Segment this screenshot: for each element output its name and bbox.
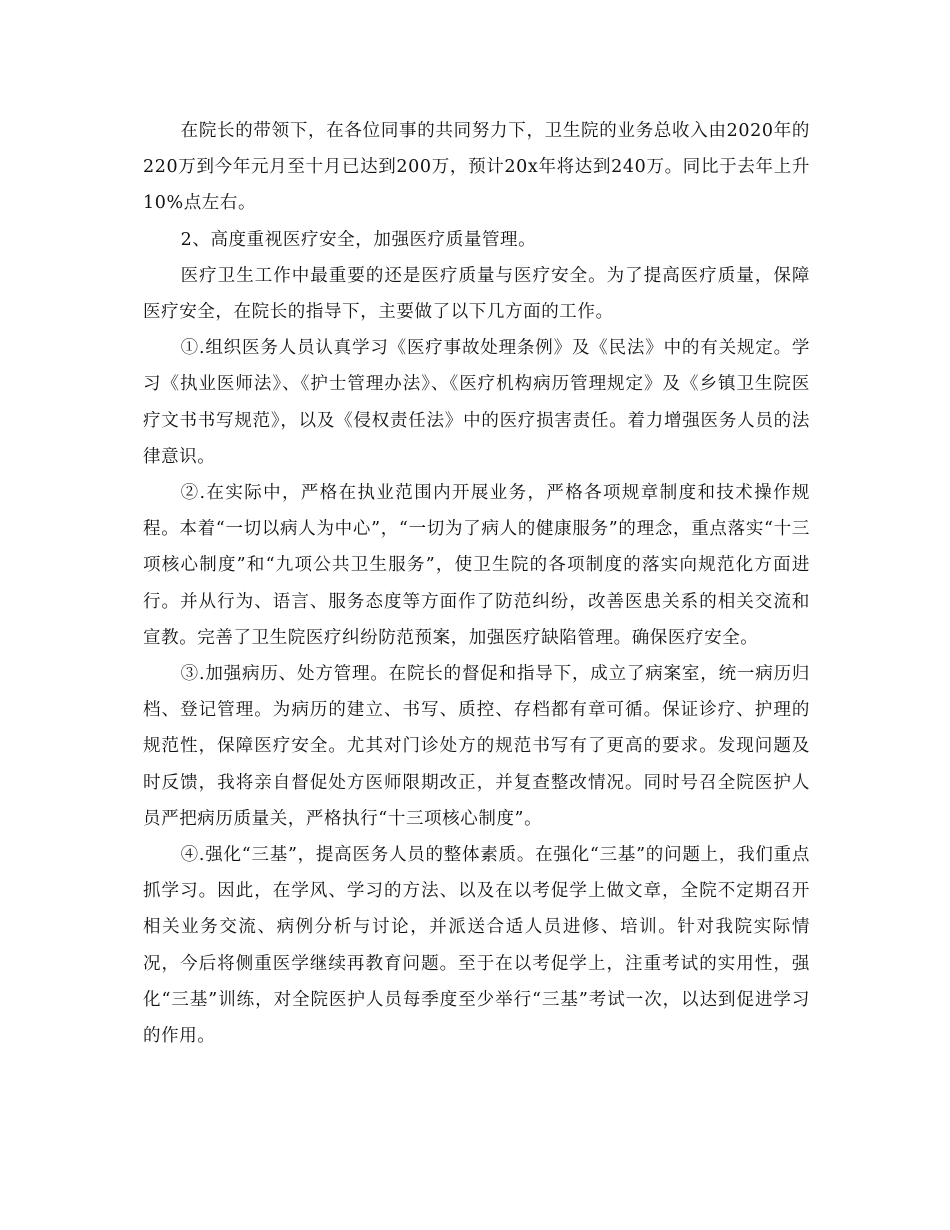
document-body (143, 113, 810, 1054)
paragraph-item-1-legal-study: ①.组织医务人员认真学习《医疗事故处理条例》及《民法》中的有关规定。学习《执业医师法》、《护士管理办法》、《医疗机构病历管理规定》及《乡镇卫生院医疗文书书写规范》，以及《侵权责任法》中的医疗损害责任。着力增强医务人员的法律意识。 (143, 338, 810, 467)
paragraph-quality-intro: 医疗卫生工作中最重要的还是医疗质量与医疗安全。为了提高医疗质量，保障医疗安全，在院长的指导下，主要做了以下几方面的工作。 (143, 265, 810, 323)
paragraph-item-3-records: ③.加强病历、处方管理。在院长的督促和指导下，成立了病案室，统一病历归档、登记管理。为病历的建立、书写、质控、存档都有章可循。保证诊疗、护理的规范性，保障医疗安全。尤其对门诊处方的规范书写有了更高的要求。发现问题及时反馈，我将亲自督促处方医师限期改正，并复查整改情况。同时号召全院医护人员严把病历质量关，严格执行“十三项核心制度”。 (143, 664, 810, 829)
paragraph-item-2-regulations: ②.在实际中，严格在执业范围内开展业务，严格各项规章制度和技术操作规程。本着“一切以病人为中心”，“一切为了病人的健康服务”的理念，重点落实“十三项核心制度”和“九项公共卫生服务”，使卫生院的各项制度的落实向规范化方面进行。并从行为、语言、服务态度等方面作了防范纠纷，改善医患关系的相关交流和宣教。完善了卫生院医疗纠纷防范预案，加强医疗缺陷管理。确保医疗安全。 (143, 483, 810, 648)
paragraph-item-4-three-basics: ④.强化“三基”，提高医务人员的整体素质。在强化“三基”的问题上，我们重点抓学习。因此，在学风、学习的方法、以及在以考促学上做文章，全院不定期召开相关业务交流、病例分析与讨论，并派送合适人员进修、培训。针对我院实际情况，今后将侧重医学继续再教育问题。至于在以考促学上，注重考试的实用性，强化“三基”训练，对全院医护人员每季度至少举行“三基”考试一次，以达到促进学习的作用。 (143, 845, 810, 1047)
section-heading-medical-safety: 2、高度重视医疗安全，加强医疗质量管理。 (180, 229, 537, 250)
paragraph-revenue: 在院长的带领下，在各位同事的共同努力下，卫生院的业务总收入由2020年的220万到今年元月至十月已达到200万，预计20x年将达到240万。同比于去年上升10%点左右。 (143, 121, 810, 214)
